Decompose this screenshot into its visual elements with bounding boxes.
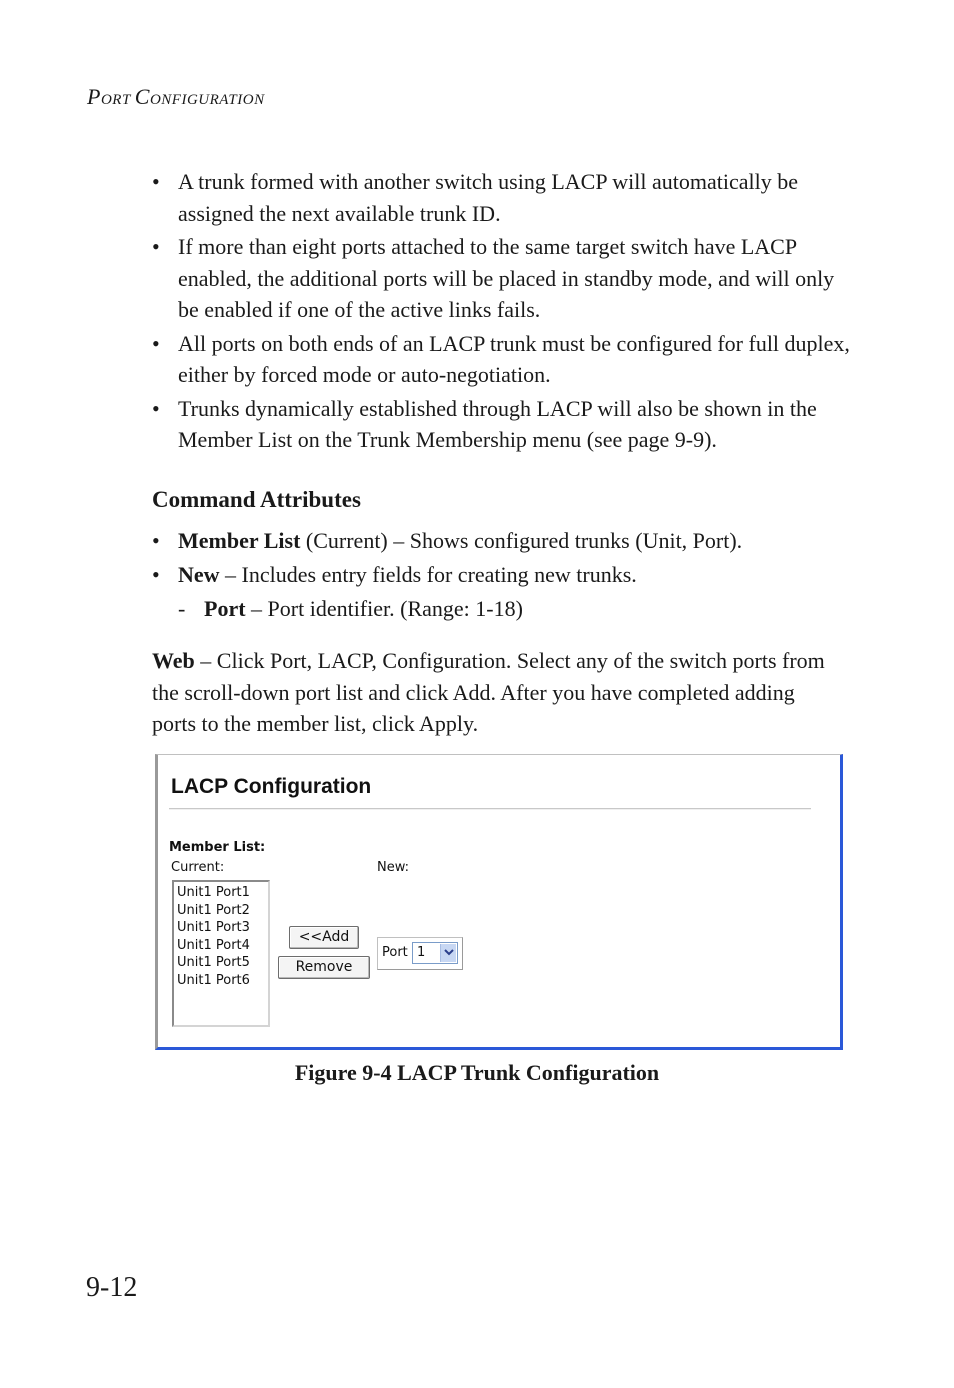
attribute-description: – Includes entry fields for creating new trunks.	[219, 562, 637, 587]
bullet-text: A trunk formed with another switch using LACP will automatically be assigned the next available trunk ID.	[178, 169, 798, 226]
web-text: – Click Port, LACP, Configuration. Select any of the switch ports from the scroll-down port list and click Add. After you have completed adding ports to the member list, click Apply.	[152, 648, 825, 736]
new-port-group	[377, 937, 463, 970]
bullet-item	[152, 166, 852, 229]
bullet-item	[152, 231, 852, 326]
command-attributes-heading: Command Attributes	[152, 487, 361, 512]
bullet-item	[152, 328, 852, 391]
bullet-dot: •	[152, 395, 160, 421]
attribute-description: (Current) – Shows configured trunks (Unit, Port).	[300, 528, 743, 553]
dash-marker: -	[178, 596, 186, 621]
figure-title: LACP Configuration	[171, 775, 372, 798]
remove-button[interactable]: Remove	[278, 956, 370, 979]
attribute-list	[152, 524, 852, 626]
port-select-value: 1	[417, 945, 426, 960]
running-head-rest-c: ONFIGURATION	[149, 92, 265, 108]
list-item[interactable]: Unit1 Port2	[177, 902, 250, 918]
list-item[interactable]: Unit1 Port4	[177, 937, 250, 953]
figure-caption: Figure 9-4 LACP Trunk Configuration	[294, 1060, 660, 1085]
attribute-description: – Port identifier. (Range: 1-18)	[245, 596, 523, 621]
running-head-initial-c: C	[134, 84, 150, 109]
attribute-new	[152, 558, 852, 592]
page-number: 9-12	[86, 1272, 138, 1303]
attribute-term: New	[178, 562, 220, 587]
port-select[interactable]	[412, 942, 458, 964]
bullet-list	[152, 166, 852, 458]
current-members-listbox[interactable]	[172, 880, 270, 1027]
new-label: New:	[377, 860, 410, 875]
bullet-dot: •	[152, 169, 160, 194]
bullet-dot: •	[152, 234, 160, 259]
bullet-dot: •	[152, 562, 160, 587]
bullet-item	[152, 393, 852, 456]
bullet-text: Trunks dynamically established through LACP will also be shown in the Member List on the Trunk Membership menu (see page 9-9).	[178, 395, 817, 452]
bullet-dot: •	[152, 528, 160, 553]
add-button[interactable]: <<Add	[289, 926, 359, 949]
running-head-initial-p: P	[87, 84, 101, 109]
attribute-term: Port	[204, 596, 246, 621]
bullet-text: If more than eight ports attached to the same target switch have LACP enabled, the additional ports will be placed in standby mode, and will only be enabled if one of the active links fails.	[178, 234, 835, 322]
chevron-down-icon[interactable]	[440, 944, 456, 962]
attribute-port	[152, 592, 852, 626]
attribute-member-list	[152, 524, 852, 558]
current-label: Current:	[171, 860, 225, 875]
web-instructions	[152, 645, 842, 740]
attribute-term: Member List	[178, 528, 301, 553]
title-divider	[169, 808, 811, 810]
lacp-configuration-screenshot	[155, 754, 843, 1050]
web-term: Web	[152, 648, 195, 673]
member-list-label: Member List:	[169, 840, 266, 855]
running-head	[87, 84, 265, 110]
list-item[interactable]: Unit1 Port5	[177, 955, 250, 970]
port-label: Port	[382, 945, 408, 960]
bullet-dot: •	[152, 330, 160, 356]
bullet-text: All ports on both ends of an LACP trunk must be configured for full duplex, either by forced mode or auto-negotiation.	[178, 330, 850, 387]
list-item[interactable]: Unit1 Port6	[177, 972, 250, 988]
list-item[interactable]: Unit1 Port3	[177, 920, 250, 935]
running-head-rest-p: ORT	[100, 92, 135, 108]
list-item[interactable]: Unit1 Port1	[177, 885, 250, 900]
